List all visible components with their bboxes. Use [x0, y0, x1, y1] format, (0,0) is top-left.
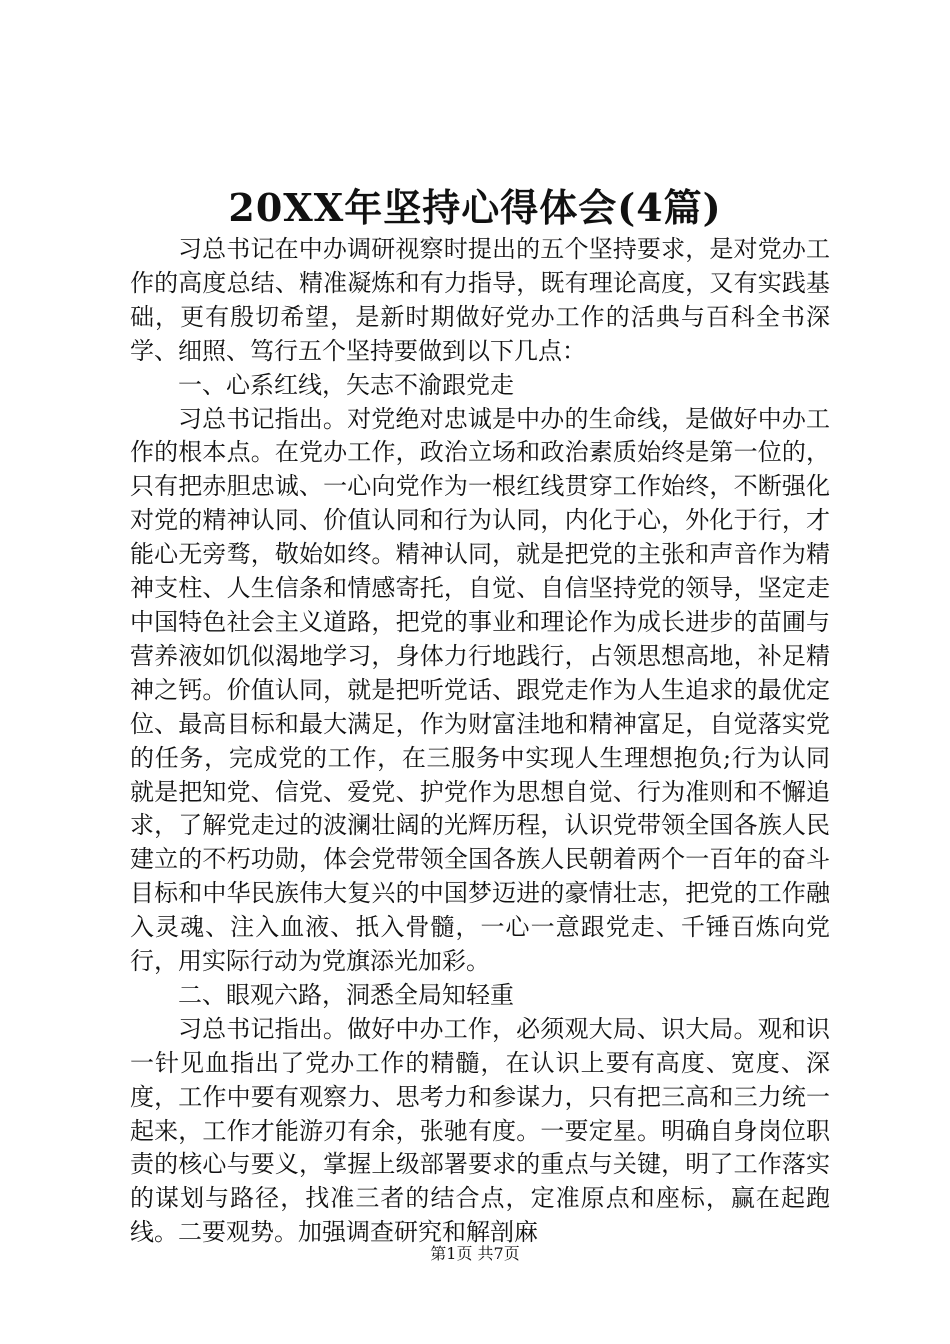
- section-heading: 二、眼观六路，洞悉全局知轻重: [178, 980, 514, 1009]
- section-heading: 一、心系红线，矢志不渝跟党走: [178, 370, 514, 399]
- body-paragraph: 习总书记指出。对党绝对忠诚是中办的生命线，是做好中办工作的根本点。在党办工作，政治立场和政治素质始终是第一位的，只有把赤胆忠诚、一心向党作为一根红线贯穿工作始终，不断强化对党的精神认同、价值认同和行为认同，内化于心，外化于行，才能心无旁骛，敬始如终。精神认同，就是把党的主张和声音作为精神支柱、人生信条和情感寄托，自觉、自信坚持党的领导，坚定走中国特色社会主义道路，把党的事业和理论作为成长进步的苗圃与营养液如饥似渴地学习，身体力行地践行，占领思想高地，补足精神之钙。价值认同，就是把听党话、跟党走作为人生追求的最优定位、最高目标和最大满足，作为财富洼地和精神富足，自觉落实党的任务，完成党的工作，在三服务中实现人生理想抱负;行为认同就是把知党、信党、爱党、护党作为思想自觉、行为准则和不懈追求，了解党走过的波澜壮阔的光辉历程，认识党带领全国各族人民建立的不朽功勋，体会党带领全国各族人民朝着两个一百年的奋斗目标和中华民族伟大复兴的中国梦迈进的豪情壮志，把党的工作融入灵魂、注入血液、扺入骨髓，一心一意跟党走、千锤百炼向党行，用实际行动为党旗添光加彩。: [130, 404, 830, 976]
- document-body: [130, 233, 830, 1250]
- page-footer: 第1页 共7页: [430, 1244, 520, 1263]
- body-paragraph: 习总书记在中办调研视察时提出的五个坚持要求，是对党办工作的高度总结、精准凝炼和有力指导，既有理论高度，又有实践基础，更有殷切希望，是新时期做好党办工作的活典与百科全书深学、细照、笃行五个坚持要做到以下几点：: [130, 235, 830, 365]
- body-paragraph: 习总书记指出。做好中办工作，必须观大局、识大局。观和识一针见血指出了党办工作的精髓，在认识上要有高度、宽度、深度，工作中要有观察力、思考力和参谋力，只有把三高和三力统一起来，工作才能游刃有余，张驰有度。一要定星。明确自身岗位职责的核心与要义，掌握上级部署要求的重点与关键，明了工作落实的谋划与路径，找准三者的结合点，定准原点和座标，赢在起跑线。二要观势。加强调查研究和解剖麻: [130, 1014, 830, 1247]
- document-title: 20XX年坚持心得体会(4篇): [228, 185, 722, 230]
